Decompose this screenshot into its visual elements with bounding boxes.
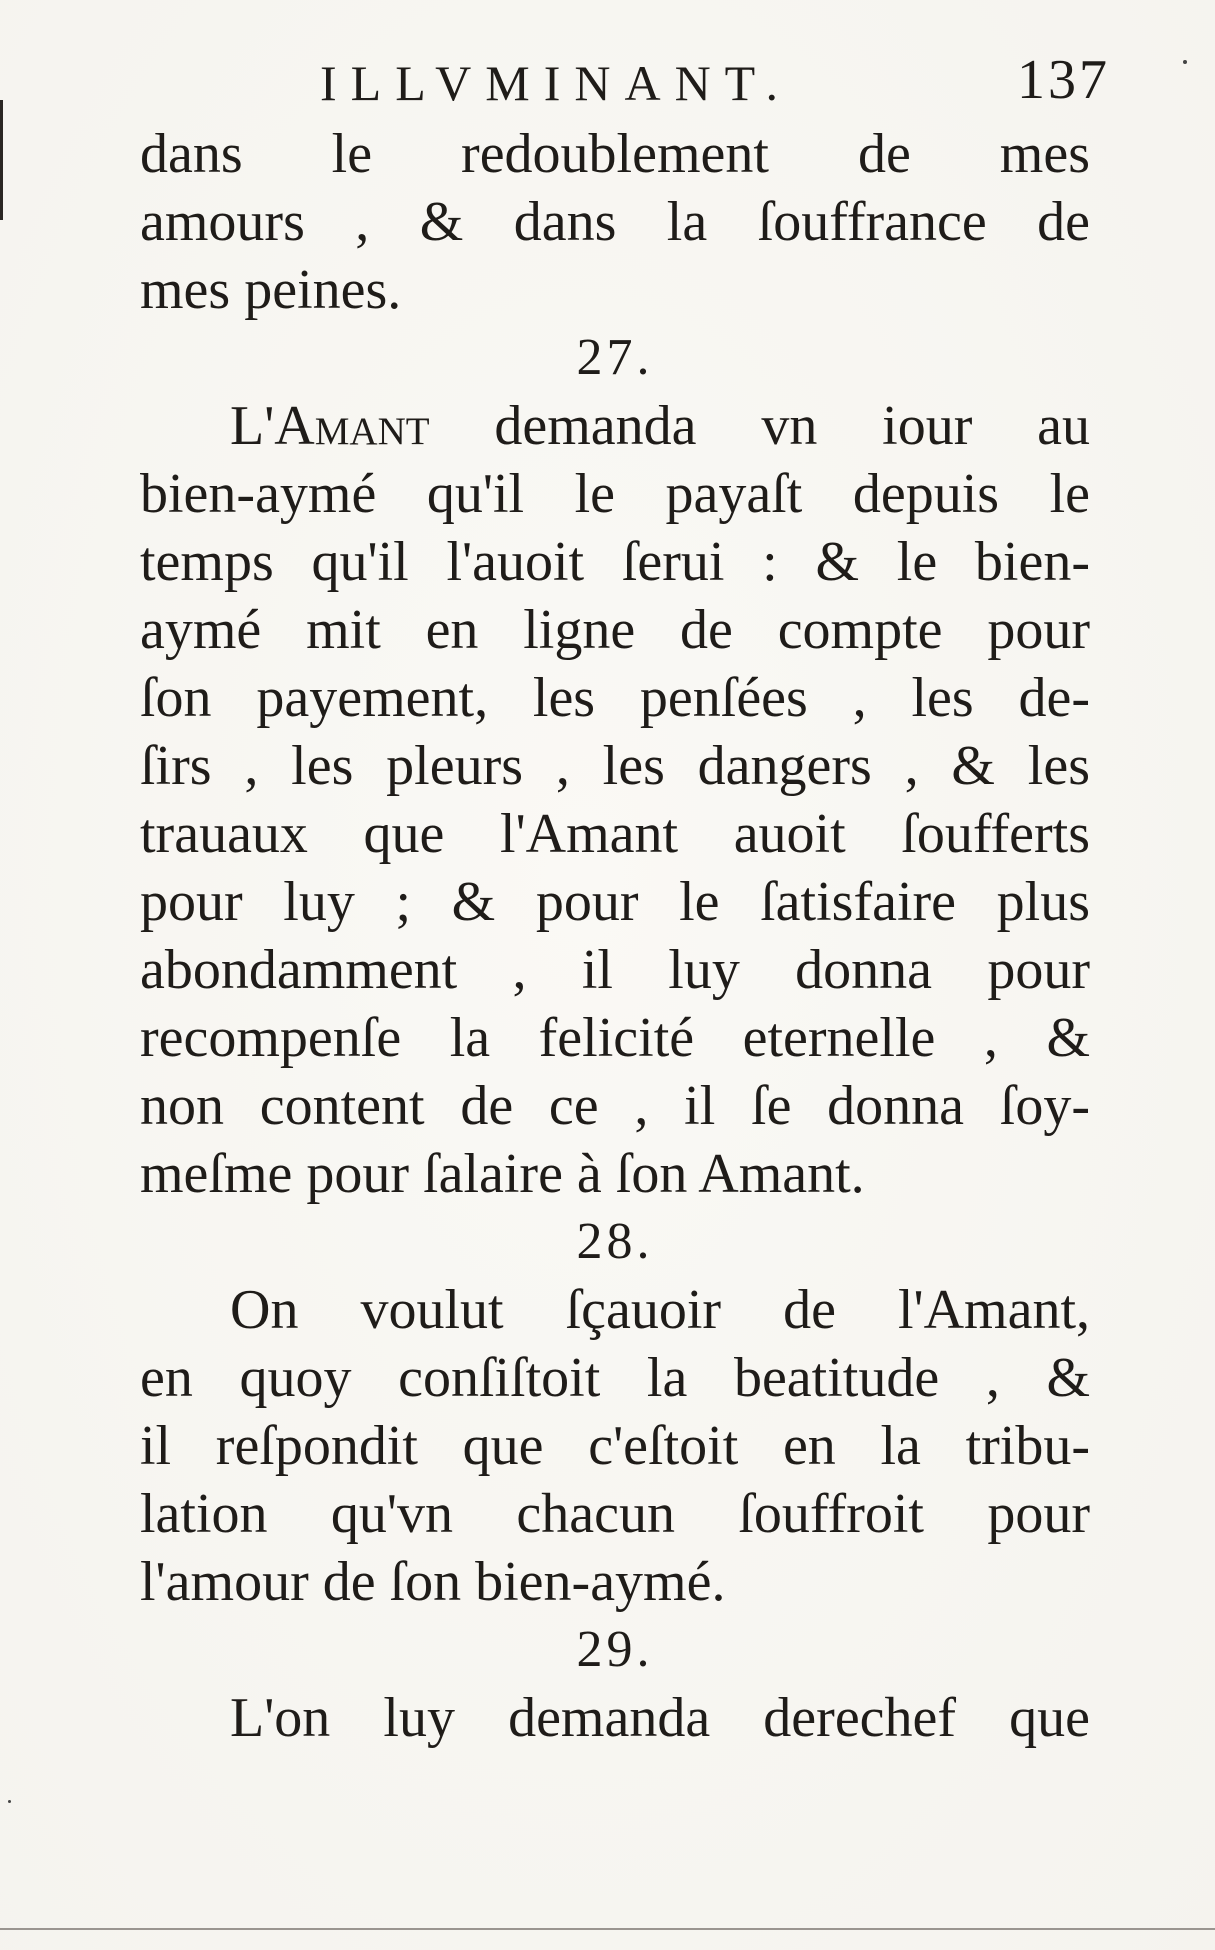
text-line: pour luy ; & pour le ſatisfaire plus xyxy=(140,871,1090,933)
text-line: bien-aymé qu'il le payaſt depuis le xyxy=(140,463,1090,525)
text-line: l'amour de ſon bien-aymé. xyxy=(140,1551,726,1613)
section-number: 27. xyxy=(576,329,654,386)
text-line: ſirs , les pleurs , les dangers , & les xyxy=(140,735,1090,797)
text-line: meſme pour ſalaire à ſon Amant. xyxy=(140,1143,865,1205)
text-line: recompenſe la felicité eternelle , & xyxy=(140,1007,1090,1069)
section-first-line: L'on luy demanda derechef que xyxy=(230,1687,1090,1749)
ink-speck xyxy=(8,1800,11,1803)
text-line: il reſpondit que c'eſtoit en la tribu- xyxy=(140,1415,1090,1477)
body-text xyxy=(140,120,1090,1752)
text-line: abondamment , il luy donna pour xyxy=(140,939,1090,1001)
section-number: 29. xyxy=(576,1621,654,1678)
text-line: aymé mit en ligne de compte pour xyxy=(140,599,1090,661)
section-first-line: On voulut ſçauoir de l'Amant, xyxy=(230,1279,1090,1341)
text-line: mes peines. xyxy=(140,259,402,321)
line-rest: demanda vn iour au xyxy=(429,395,1090,457)
text-line: amours , & dans la ſouffrance de xyxy=(140,191,1090,253)
text-line: ſon payement, les penſées , les de- xyxy=(140,667,1090,729)
initial: L' xyxy=(230,395,275,457)
small-caps-word: Amant xyxy=(274,395,430,457)
page-edge-mark xyxy=(0,100,3,220)
text-line: en quoy conſiſtoit la beatitude , & xyxy=(140,1347,1090,1409)
text-line: lation qu'vn chacun ſouffroit pour xyxy=(140,1483,1090,1545)
page-number: 137 xyxy=(1017,49,1110,111)
text-line: non content de ce , il ſe donna ſoy- xyxy=(140,1075,1090,1137)
scan-bottom-edge xyxy=(0,1928,1215,1930)
running-head: ILLVMINANT. xyxy=(320,55,793,111)
page-header xyxy=(320,48,1110,118)
section-first-line xyxy=(140,392,1090,460)
text-line: dans le redoublement de mes xyxy=(140,123,1090,185)
text-line: temps qu'il l'auoit ſerui : & le bien- xyxy=(140,531,1090,593)
section-number: 28. xyxy=(576,1213,654,1270)
text-line: trauaux que l'Amant auoit ſoufferts xyxy=(140,803,1090,865)
ink-speck xyxy=(1183,60,1187,64)
